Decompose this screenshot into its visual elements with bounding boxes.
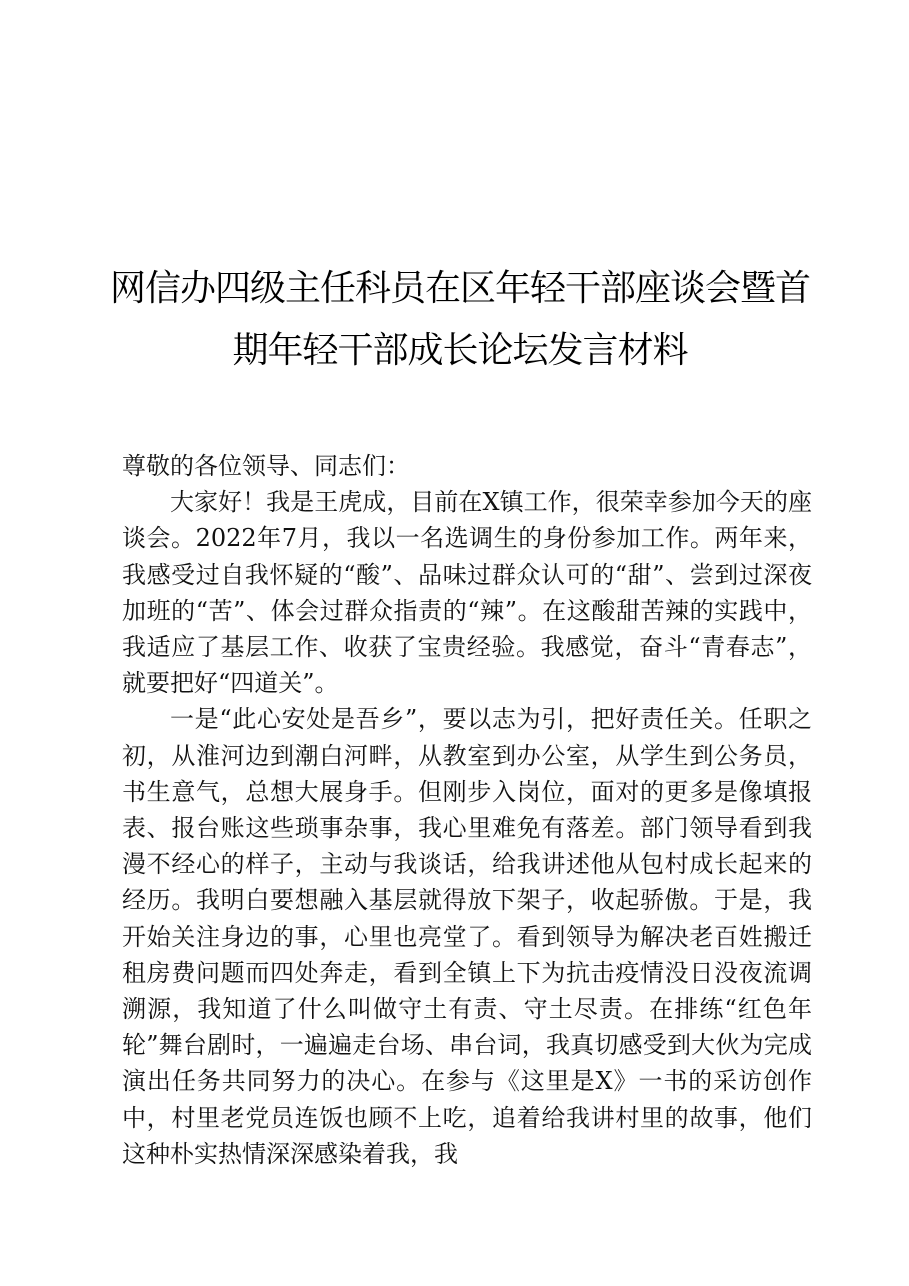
title-line-1: 网信办四级主任科员在区年轻干部座谈会暨首 [110, 268, 811, 309]
paragraph-greeting: 大家好！我是王虎成，目前在X镇工作，很荣幸参加今天的座谈会。2022年7月，我以一名选调生的身份参加工作。两年来，我感受过自我怀疑的“酸”、品味过群众认可的“甜”、尝到过深夜加班的“苦”、体会过群众指责的“辣”。在这酸甜苦辣的实践中，我适应了基层工作、收获了宝贵经验。我感觉，奋斗“青春志”，就要把好“四道关”。 [122, 488, 812, 698]
title-line-2: 期年轻干部成长论坛发言材料 [232, 330, 688, 371]
document-body [122, 448, 812, 1172]
salutation: 尊敬的各位领导、同志们： [122, 452, 410, 480]
paragraph-point-one: 一是“此心安处是吾乡”，要以志为引，把好责任关。任职之初，从淮河边到潮白河畔，从教室到办公室，从学生到公务员，书生意气，总想大展身手。但刚步入岗位，面对的更多是像填报表、报台账这些琐事杂事，我心里难免有落差。部门领导看到我漫不经心的样子，主动与我谈话，给我讲述他从包村成长起来的经历。我明白要想融入基层就得放下架子，收起骄傲。于是，我开始关注身边的事，心里也亮堂了。看到领导为解决老百姓搬迁租房费问题而四处奔走，看到全镇上下为抗击疫情没日没夜流调溯源，我知道了什么叫做守土有责、守土尽责。在排练“红色年轮”舞台剧时，一遍遍走台场、串台词，我真切感受到大伙为完成演出任务共同努力的决心。在参与《这里是X》一书的采访创作中，村里老党员连饭也顾不上吃，追着给我讲村里的故事，他们这种朴实热情深深感染着我，我 [122, 705, 812, 1168]
document-title [110, 258, 810, 382]
